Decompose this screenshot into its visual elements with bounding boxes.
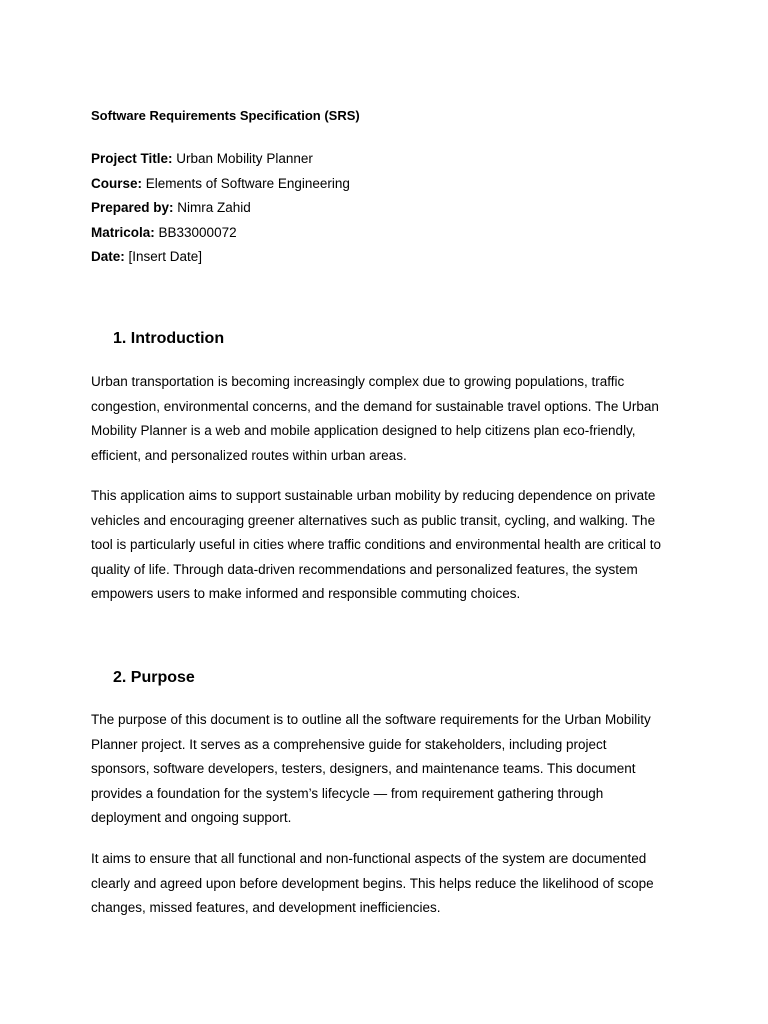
date-value: [Insert Date] xyxy=(124,249,203,264)
paragraph-line: empowers users to make informed and responsible commuting choices. xyxy=(91,586,521,601)
paragraph-line: efficient, and personalized routes within urban areas. xyxy=(91,447,407,463)
course-label: Course: xyxy=(91,175,143,191)
section-heading-introduction: 1. Introduction xyxy=(113,330,225,347)
project-title-label: Project Title: xyxy=(91,151,173,166)
project-title-value: Urban Mobility Planner xyxy=(172,151,313,166)
paragraph-line: Planner project. It serves as a comprehensive guide for stakeholders, including project xyxy=(91,736,607,752)
introduction-paragraph-2 xyxy=(91,484,691,607)
project-info-block xyxy=(91,147,350,270)
purpose-paragraph-2 xyxy=(91,847,691,921)
matricola-line xyxy=(91,221,350,246)
prepared-by-label: Prepared by: xyxy=(91,200,174,215)
course-line xyxy=(91,172,350,197)
project-title-line xyxy=(91,147,350,172)
section-heading-purpose: 2. Purpose xyxy=(113,669,195,686)
matricola-value: BB33000072 xyxy=(154,224,237,240)
paragraph-line: Mobility Planner is a web and mobile application designed to help citizens plan eco-friendly, xyxy=(91,423,636,438)
paragraph-line: It aims to ensure that all functional and non-functional aspects of the system are documented xyxy=(91,851,647,866)
paragraph-line: congestion, environmental concerns, and the demand for sustainable travel options. The Urban xyxy=(91,398,659,414)
prepared-by-line xyxy=(91,196,350,221)
paragraph-line: sponsors, software developers, testers, designers, and maintenance teams. This document xyxy=(91,761,636,776)
paragraph-line: The purpose of this document is to outline all the software requirements for the Urban Mobility xyxy=(91,712,651,727)
date-line xyxy=(91,245,350,270)
date-label: Date: xyxy=(91,249,125,264)
paragraph-line: changes, missed features, and development inefficiencies. xyxy=(91,900,441,915)
introduction-paragraph-1 xyxy=(91,370,691,468)
paragraph-line: clearly and agreed upon before development begins. This helps reduce the likelihood of scope xyxy=(91,875,654,891)
document-title: Software Requirements Specification (SRS) xyxy=(91,108,360,123)
paragraph-line: Urban transportation is becoming increasingly complex due to growing populations, traffic xyxy=(91,374,625,389)
paragraph-line: This application aims to support sustainable urban mobility by reducing dependence on private xyxy=(91,488,656,503)
paragraph-line: vehicles and encouraging greener alternatives such as public transit, cycling, and walking. The xyxy=(91,512,656,528)
prepared-by-value: Nimra Zahid xyxy=(173,200,251,215)
purpose-paragraph-1 xyxy=(91,708,691,831)
paragraph-line: quality of life. Through data-driven recommendations and personalized features, the system xyxy=(91,561,638,577)
course-value: Elements of Software Engineering xyxy=(142,175,350,191)
paragraph-line: provides a foundation for the system’s lifecycle — from requirement gathering through xyxy=(91,785,604,801)
matricola-label: Matricola: xyxy=(91,224,155,240)
paragraph-line: deployment and ongoing support. xyxy=(91,810,292,825)
paragraph-line: tool is particularly useful in cities where traffic conditions and environmental health are critical to xyxy=(91,537,662,552)
